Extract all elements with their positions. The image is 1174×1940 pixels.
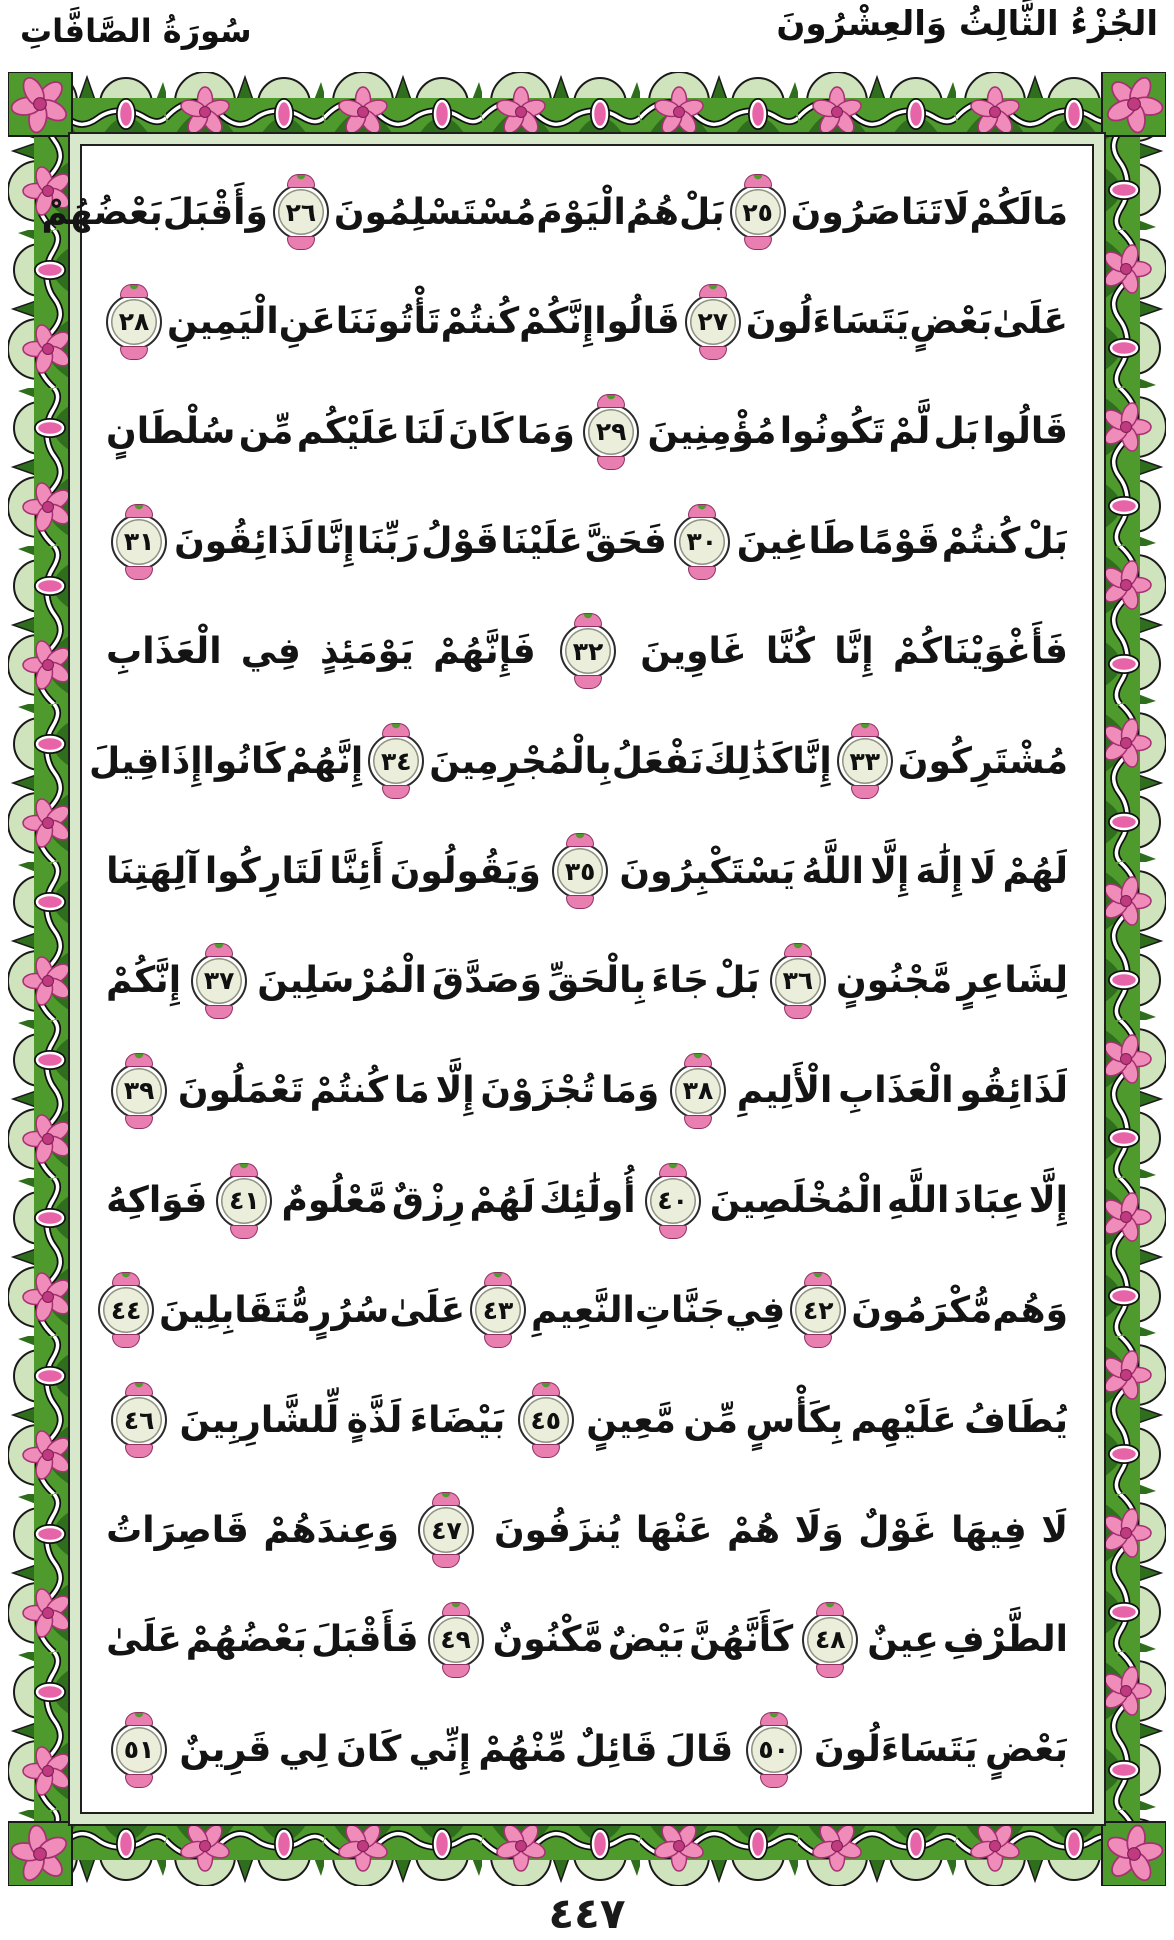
ayah-number-marker (368, 733, 424, 789)
quran-word: غَاوِينَ (640, 630, 747, 672)
ayah-number-marker (191, 953, 247, 1009)
quran-word: يَسْتَكْبِرُونَ (619, 850, 796, 892)
quran-line (88, 711, 1068, 811)
quran-word: يُنزَفُونَ (493, 1509, 622, 1551)
ayah-number-marker (273, 184, 329, 240)
quran-word: إِلَّا (435, 1070, 475, 1112)
ayah-number: ٤٧ (431, 1515, 462, 1545)
ayah-number-marker (518, 1392, 574, 1448)
quran-word: مِّن (238, 411, 294, 453)
quran-word: جَنَّاتِ (634, 1289, 726, 1331)
ayah-number: ٢٥ (742, 197, 773, 227)
quran-word: فَحَقَّ (584, 521, 667, 563)
quran-word: قَالَ (664, 1729, 734, 1771)
quran-word: إِذَا (159, 740, 203, 782)
ayah-number-marker (216, 1173, 272, 1229)
quran-word: عَلَىٰ (992, 301, 1068, 343)
quran-word: كُنتُمْ (309, 1070, 389, 1112)
quran-word: كَانَ (336, 1729, 402, 1771)
ayah-number-marker (730, 184, 786, 240)
quran-text-area (41, 148, 1090, 1810)
ayah-number: ٢٩ (595, 417, 627, 447)
ayah-number: ٣٩ (123, 1076, 155, 1106)
quran-word: بَيْضٌ (607, 1619, 686, 1661)
ayah-number-marker (428, 1612, 484, 1668)
quran-word: كَانُوا (202, 740, 286, 782)
quran-word: يَوْمَئِذٍ (320, 630, 414, 672)
quran-word: مَا (1032, 191, 1068, 233)
quran-word: رَبِّنَا (356, 521, 420, 563)
quran-word: عَنْهَا (635, 1509, 713, 1551)
quran-word: الطَّرْفِ (942, 1619, 1068, 1661)
quran-word: مُّكْرَمُونَ (851, 1289, 993, 1331)
quran-word: الْيَوْمَ (536, 191, 626, 233)
ayah-number: ٣٢ (572, 636, 604, 666)
ayah-number-marker (645, 1173, 701, 1229)
quran-word: لَهُمْ (469, 1180, 536, 1222)
ayah-number-marker (552, 843, 608, 899)
quran-word: سُرُرٍ (310, 1289, 390, 1331)
ayah-number-marker (111, 1063, 167, 1119)
ayah-number-marker (560, 623, 616, 679)
quran-word: بَعْضٍ (909, 301, 993, 343)
quran-word: تَعْمَلُونَ (177, 1070, 304, 1112)
quran-word: قِيلَ (88, 740, 160, 782)
quran-word: رِزْقٌ (391, 1180, 466, 1222)
quran-line (41, 162, 1068, 262)
quran-word: آلِهَتِنَا (106, 850, 199, 892)
quran-word: نَفْعَلُ (611, 740, 704, 782)
quran-word: لَا (969, 850, 997, 892)
quran-line (106, 1700, 1068, 1800)
quran-line (106, 1370, 1068, 1470)
quran-word: فِي (725, 1289, 786, 1331)
quran-word: لِي (278, 1729, 329, 1771)
quran-word: بَلْ (679, 191, 725, 233)
quran-word: طَاغِينَ (736, 521, 856, 563)
ayah-number: ٣٨ (682, 1076, 714, 1106)
ayah-number: ٥٠ (758, 1735, 789, 1765)
quran-word: مَّكْنُونٌ (492, 1619, 604, 1661)
quran-word: النَّعِيمِ (531, 1289, 635, 1331)
quran-word: تُجْزَوْنَ (480, 1070, 596, 1112)
ayah-number: ٤٤ (110, 1295, 142, 1325)
quran-line (106, 272, 1068, 372)
quran-word: قَوْمًا (857, 521, 940, 563)
quran-word: مَا (393, 1070, 430, 1112)
corner-flower-bottom-left (8, 1813, 82, 1886)
quran-word: وَمَا (516, 411, 575, 453)
quran-word: تَكُونُوا (779, 411, 886, 453)
ayah-number: ٤٢ (802, 1295, 834, 1325)
quran-word: لَتَارِكُوا (204, 850, 324, 892)
quran-word: الْعَذَابِ (106, 630, 222, 672)
page-number: ٤٤٧ (548, 1889, 626, 1938)
quran-word: إِنَّا (792, 740, 832, 782)
quran-line (106, 1151, 1068, 1251)
quran-line (106, 1260, 1068, 1360)
ayah-number-marker (470, 1282, 526, 1338)
quran-word: فَوَاكِهُ (106, 1180, 208, 1222)
ayah-number: ٣٦ (782, 966, 814, 996)
quran-line (106, 931, 1068, 1031)
ayah-number-marker (111, 1722, 167, 1778)
quran-word: يَتَسَاءَلُونَ (745, 301, 910, 343)
quran-word: لَكُمْ (969, 191, 1033, 233)
quran-word: إِنَّكُمْ (519, 301, 595, 343)
ayah-number: ٤١ (229, 1186, 260, 1216)
quran-word: هُمُ (625, 191, 680, 233)
quran-word: الْمُخْلَصِينَ (709, 1180, 883, 1222)
quran-word: بَعْضُهُمْ (41, 191, 163, 233)
ayah-number-marker (770, 953, 826, 1009)
quran-word: وَأَقْبَلَ (162, 191, 268, 233)
quran-word: بَل (933, 411, 980, 453)
quran-word: عَلَيْنَا (500, 521, 583, 563)
quran-word: بِالْحَقِّ (547, 960, 647, 1002)
quran-word: بَلْ (714, 960, 760, 1002)
ayah-number: ٤٠ (657, 1186, 688, 1216)
quran-word: يَتَسَاءَلُونَ (814, 1729, 978, 1771)
quran-word: عَنِ (278, 301, 336, 343)
quran-word: وَهُم (992, 1289, 1068, 1331)
quran-word: وَعِندَهُمْ (263, 1509, 400, 1551)
ayah-number: ٣٥ (564, 856, 596, 886)
ayah-number: ٣٧ (203, 966, 235, 996)
quran-word: إِلَّا (870, 850, 910, 892)
quran-word: قَالُوا (594, 301, 680, 343)
quran-word: إِنَّا (315, 521, 355, 563)
quran-line (106, 492, 1068, 592)
quran-word: الْأَلِيمِ (736, 1070, 833, 1112)
ayah-number: ٤٦ (123, 1405, 155, 1435)
quran-word: مَّعْلُومٌ (281, 1180, 388, 1222)
ayah-number: ٣١ (123, 527, 155, 557)
corner-flower-top-right (1092, 72, 1166, 145)
quran-word: مَّعِينٍ (586, 1399, 676, 1441)
ayah-number: ٤٥ (530, 1405, 562, 1435)
quran-word: بَلْ (1022, 521, 1068, 563)
ayah-number-marker (106, 294, 162, 350)
page-frame (8, 72, 1166, 1886)
ayah-number-marker (418, 1502, 474, 1558)
ayah-number-marker (674, 514, 730, 570)
quran-word: عِبَادَ (953, 1180, 1025, 1222)
quran-word: كَذَٰلِكَ (703, 740, 793, 782)
quran-word: لَنَا (403, 411, 445, 453)
quran-word: لَذَائِقُو (959, 1070, 1068, 1112)
quran-word: تَنَاصَرُونَ (790, 191, 943, 233)
quran-word: فَأَغْوَيْنَاكُمْ (892, 630, 1068, 672)
ayah-number: ٤٣ (482, 1295, 514, 1325)
quran-word: بَيْضَاءَ (409, 1399, 506, 1441)
quran-word: يُطَافُ (964, 1399, 1068, 1441)
ayah-number: ٤٩ (440, 1625, 471, 1655)
quran-word: لِّلشَّارِبِينَ (179, 1399, 340, 1441)
quran-word: اللَّهِ (887, 1180, 950, 1222)
quran-word: كَانَ (448, 411, 514, 453)
quran-word: قَرِينٌ (179, 1729, 272, 1771)
quran-word: أُولَٰئِكَ (539, 1180, 636, 1222)
quran-word: إِنَّهُمْ (285, 740, 364, 782)
quran-word: لَذَّةٍ (346, 1399, 403, 1441)
quran-word: اللَّهُ (801, 850, 864, 892)
quran-word: مُسْتَسْلِمُونَ (333, 191, 537, 233)
corner-flower-top-left (8, 72, 82, 145)
quran-line (106, 1480, 1068, 1580)
quran-word: وَصَدَّقَ (431, 960, 543, 1002)
quran-word: الْعَذَابِ (838, 1070, 954, 1112)
juz-title: الجُزْءُ الثَّالِثُ وَالعِشْرُونَ (776, 4, 1158, 44)
quran-word: كُنتُمْ (440, 301, 520, 343)
surah-title: سُورَةُ الصَّافَّاتِ (20, 12, 252, 50)
ayah-number-marker (837, 733, 893, 789)
quran-word: عَلَيْكُم (296, 411, 400, 453)
quran-word: فِيهَا (951, 1509, 1027, 1551)
ayah-number: ٥١ (123, 1735, 155, 1765)
quran-word: لِشَاعِرٍ (957, 960, 1068, 1002)
quran-word: عِينٌ (867, 1619, 939, 1661)
ayah-number: ٢٦ (285, 197, 317, 227)
quran-word: لَا (942, 191, 970, 233)
quran-line (106, 1590, 1068, 1690)
ayah-number-marker (685, 294, 741, 350)
quran-line (106, 601, 1068, 701)
quran-word: أَئِنَّا (329, 850, 384, 892)
corner-flower-bottom-right (1092, 1813, 1166, 1886)
ayah-number: ٢٨ (118, 307, 150, 337)
quran-word: بَعْضٍ (985, 1729, 1068, 1771)
ayah-number: ٣٤ (381, 746, 412, 776)
quran-word: لَا (1041, 1509, 1068, 1551)
quran-word: قَاصِرَاتُ (106, 1509, 249, 1551)
quran-word: غَوْلٌ (858, 1509, 937, 1551)
quran-word: بِكَأْسٍ (745, 1399, 844, 1441)
quran-word: بَعْضُهُمْ (185, 1619, 308, 1661)
quran-word: فِي (240, 630, 301, 672)
quran-word: إِنِّي (408, 1729, 471, 1771)
quran-line (106, 382, 1068, 482)
ayah-number-marker (111, 1392, 167, 1448)
quran-word: مِّنْهُمْ (478, 1729, 568, 1771)
quran-word: قَوْلُ (421, 521, 499, 563)
quran-word: فَأَقْبَلَ (311, 1619, 419, 1661)
quran-word: الْيَمِينِ (166, 301, 279, 343)
quran-word: مُشْتَرِكُونَ (897, 740, 1068, 782)
ayah-number-marker (746, 1722, 802, 1778)
quran-word: بِالْمُجْرِمِينَ (429, 740, 612, 782)
quran-word: جَاءَ (651, 960, 710, 1002)
quran-word: كُنتُمْ (941, 521, 1021, 563)
quran-word: هُمْ (726, 1509, 781, 1551)
quran-word: إِنَّا (834, 630, 874, 672)
ayah-number-marker (670, 1063, 726, 1119)
quran-word: إِلَّا (1028, 1180, 1068, 1222)
quran-word: وَلَا (794, 1509, 844, 1551)
quran-word: وَمَا (601, 1070, 660, 1112)
quran-word: مِّن (683, 1399, 739, 1441)
quran-word: لَذَائِقُونَ (174, 521, 314, 563)
ayah-number: ٢٧ (697, 307, 728, 337)
quran-word: قَالُوا (982, 411, 1068, 453)
quran-line (106, 821, 1068, 921)
quran-word: عَلَيْهِم (850, 1399, 957, 1441)
quran-word: فَإِنَّهُمْ (433, 630, 536, 672)
ayah-number-marker (790, 1282, 846, 1338)
ayah-number-marker (802, 1612, 858, 1668)
quran-word: قَائِلٌ (574, 1729, 658, 1771)
quran-word: كُنَّا (765, 630, 815, 672)
quran-word: لَهُمْ (1002, 850, 1068, 892)
quran-word: مُؤْمِنِينَ (647, 411, 777, 453)
quran-word: كَأَنَّهُنَّ (689, 1619, 794, 1661)
quran-word: سُلْطَانٍ (106, 411, 236, 453)
quran-word: إِنَّكُمْ (106, 960, 182, 1002)
quran-word: مَّجْنُونٍ (836, 960, 953, 1002)
quran-word: تَأْتُونَنَا (335, 301, 441, 343)
quran-word: عَلَىٰ (106, 1619, 182, 1661)
ayah-number: ٣٠ (686, 527, 718, 557)
quran-word: مُّتَقَابِلِينَ (159, 1289, 311, 1331)
ayah-number: ٤٨ (814, 1625, 846, 1655)
ayah-number: ٣٣ (849, 746, 881, 776)
quran-word: وَيَقُولُونَ (389, 850, 541, 892)
quran-word: الْمُرْسَلِينَ (257, 960, 427, 1002)
quran-word: لَّمْ (888, 411, 931, 453)
ayah-number-marker (98, 1282, 154, 1338)
ayah-number-marker (583, 404, 639, 460)
quran-line (106, 1041, 1068, 1141)
quran-word: إِلَٰهَ (915, 850, 964, 892)
ayah-number-marker (111, 514, 167, 570)
quran-word: عَلَىٰ (389, 1289, 466, 1331)
